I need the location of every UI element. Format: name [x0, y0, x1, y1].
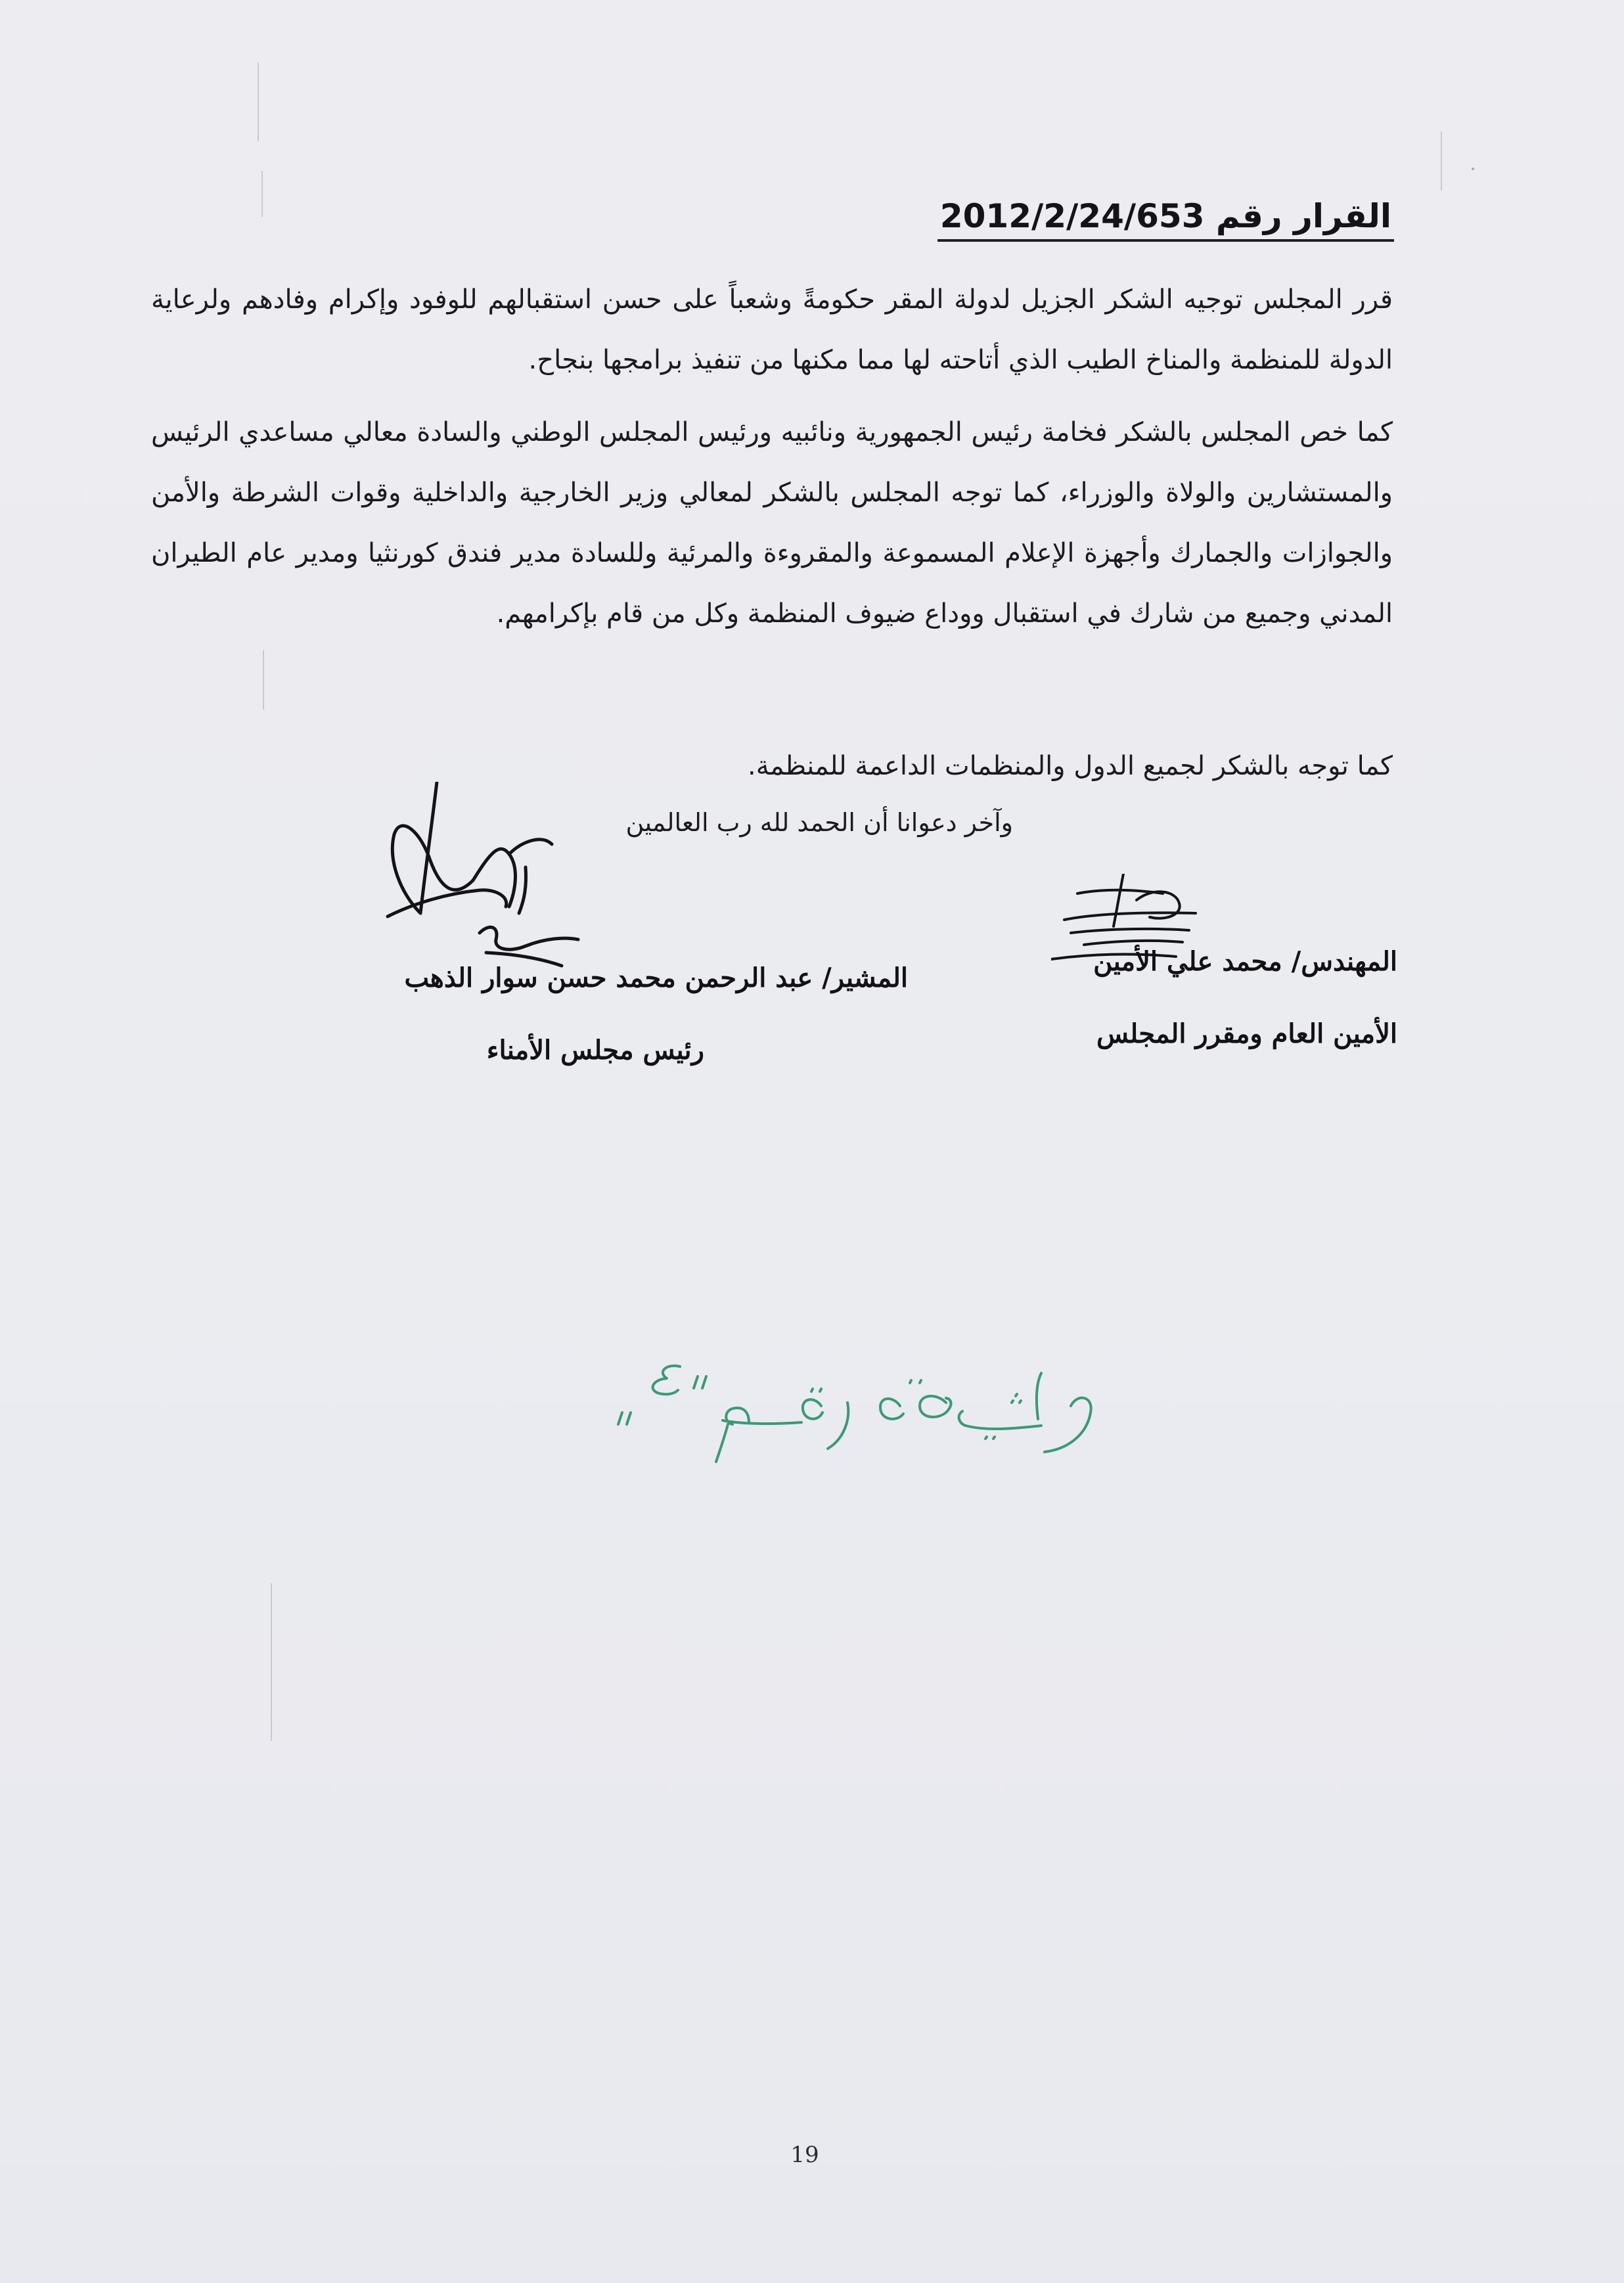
signatory-left-name: المشير/ عبد الرحمن محمد حسن سوار الذهب — [404, 962, 908, 993]
paragraph-text: كما خص المجلس بالشكر فخامة رئيس الجمهورية ونائبيه ورئيس المجلس الوطني والسادة معالي مساعدي الرئيس والمستشارين والولاة والوزراء، كما توجه المجلس بالشكر لمعالي وزير الخارجية والداخلية وقوات الشرطة والأمن والجوازات والجمارك وأجهزة الإعلام المسموعة والمقروءة والمرئية وللسادة مدير فندق كورنثيا ومدير عام الطيران المدني وجميع من شارك في استقبال ووداع ضيوف المنظمة وكل من قام بإكرامهم. — [151, 417, 1393, 629]
page-number: 19 — [790, 2142, 819, 2168]
scan-line-left-low — [263, 650, 264, 710]
decision-title: القرار رقم 2012/2/24/653 — [937, 197, 1394, 242]
body-paragraph-2 — [151, 402, 1393, 644]
paragraph-text: قرر المجلس توجيه الشكر الجزيل لدولة المقر حكومةً وشعباً على حسن استقبالهم للوفود وإكرام وفادهم ولرعاية الدولة للمنظمة والمناخ الطيب الذي أتاحته لها مما مكنها من تنفيذ برامجها بنجاح. — [151, 284, 1393, 375]
scan-line-left-mid — [261, 171, 263, 217]
body-paragraph-3 — [151, 736, 1393, 796]
scan-line-left-top — [258, 62, 259, 141]
scan-dot — [1472, 168, 1474, 170]
signatory-right-title: الأمين العام ومقرر المجلس — [1096, 1018, 1397, 1049]
closing-line: وآخر دعوانا أن الحمد لله رب العالمين — [625, 808, 1013, 837]
scan-line-right — [1441, 131, 1442, 191]
signatory-right-name: المهندس/ محمد علي الأمين — [1093, 946, 1397, 977]
signatory-left-title: رئيس مجلس الأمناء — [486, 1035, 704, 1066]
signature-left — [374, 782, 591, 972]
body-paragraph-1 — [151, 269, 1393, 390]
handwritten-note-text: وثيقه رقم "٤" — [552, 1340, 556, 1341]
handwritten-document-number — [552, 1340, 1097, 1465]
paragraph-text: كما توجه بالشكر لجميع الدول والمنظمات الداعمة للمنظمة. — [747, 751, 1393, 781]
scan-line-left-bottom — [271, 1583, 272, 1741]
